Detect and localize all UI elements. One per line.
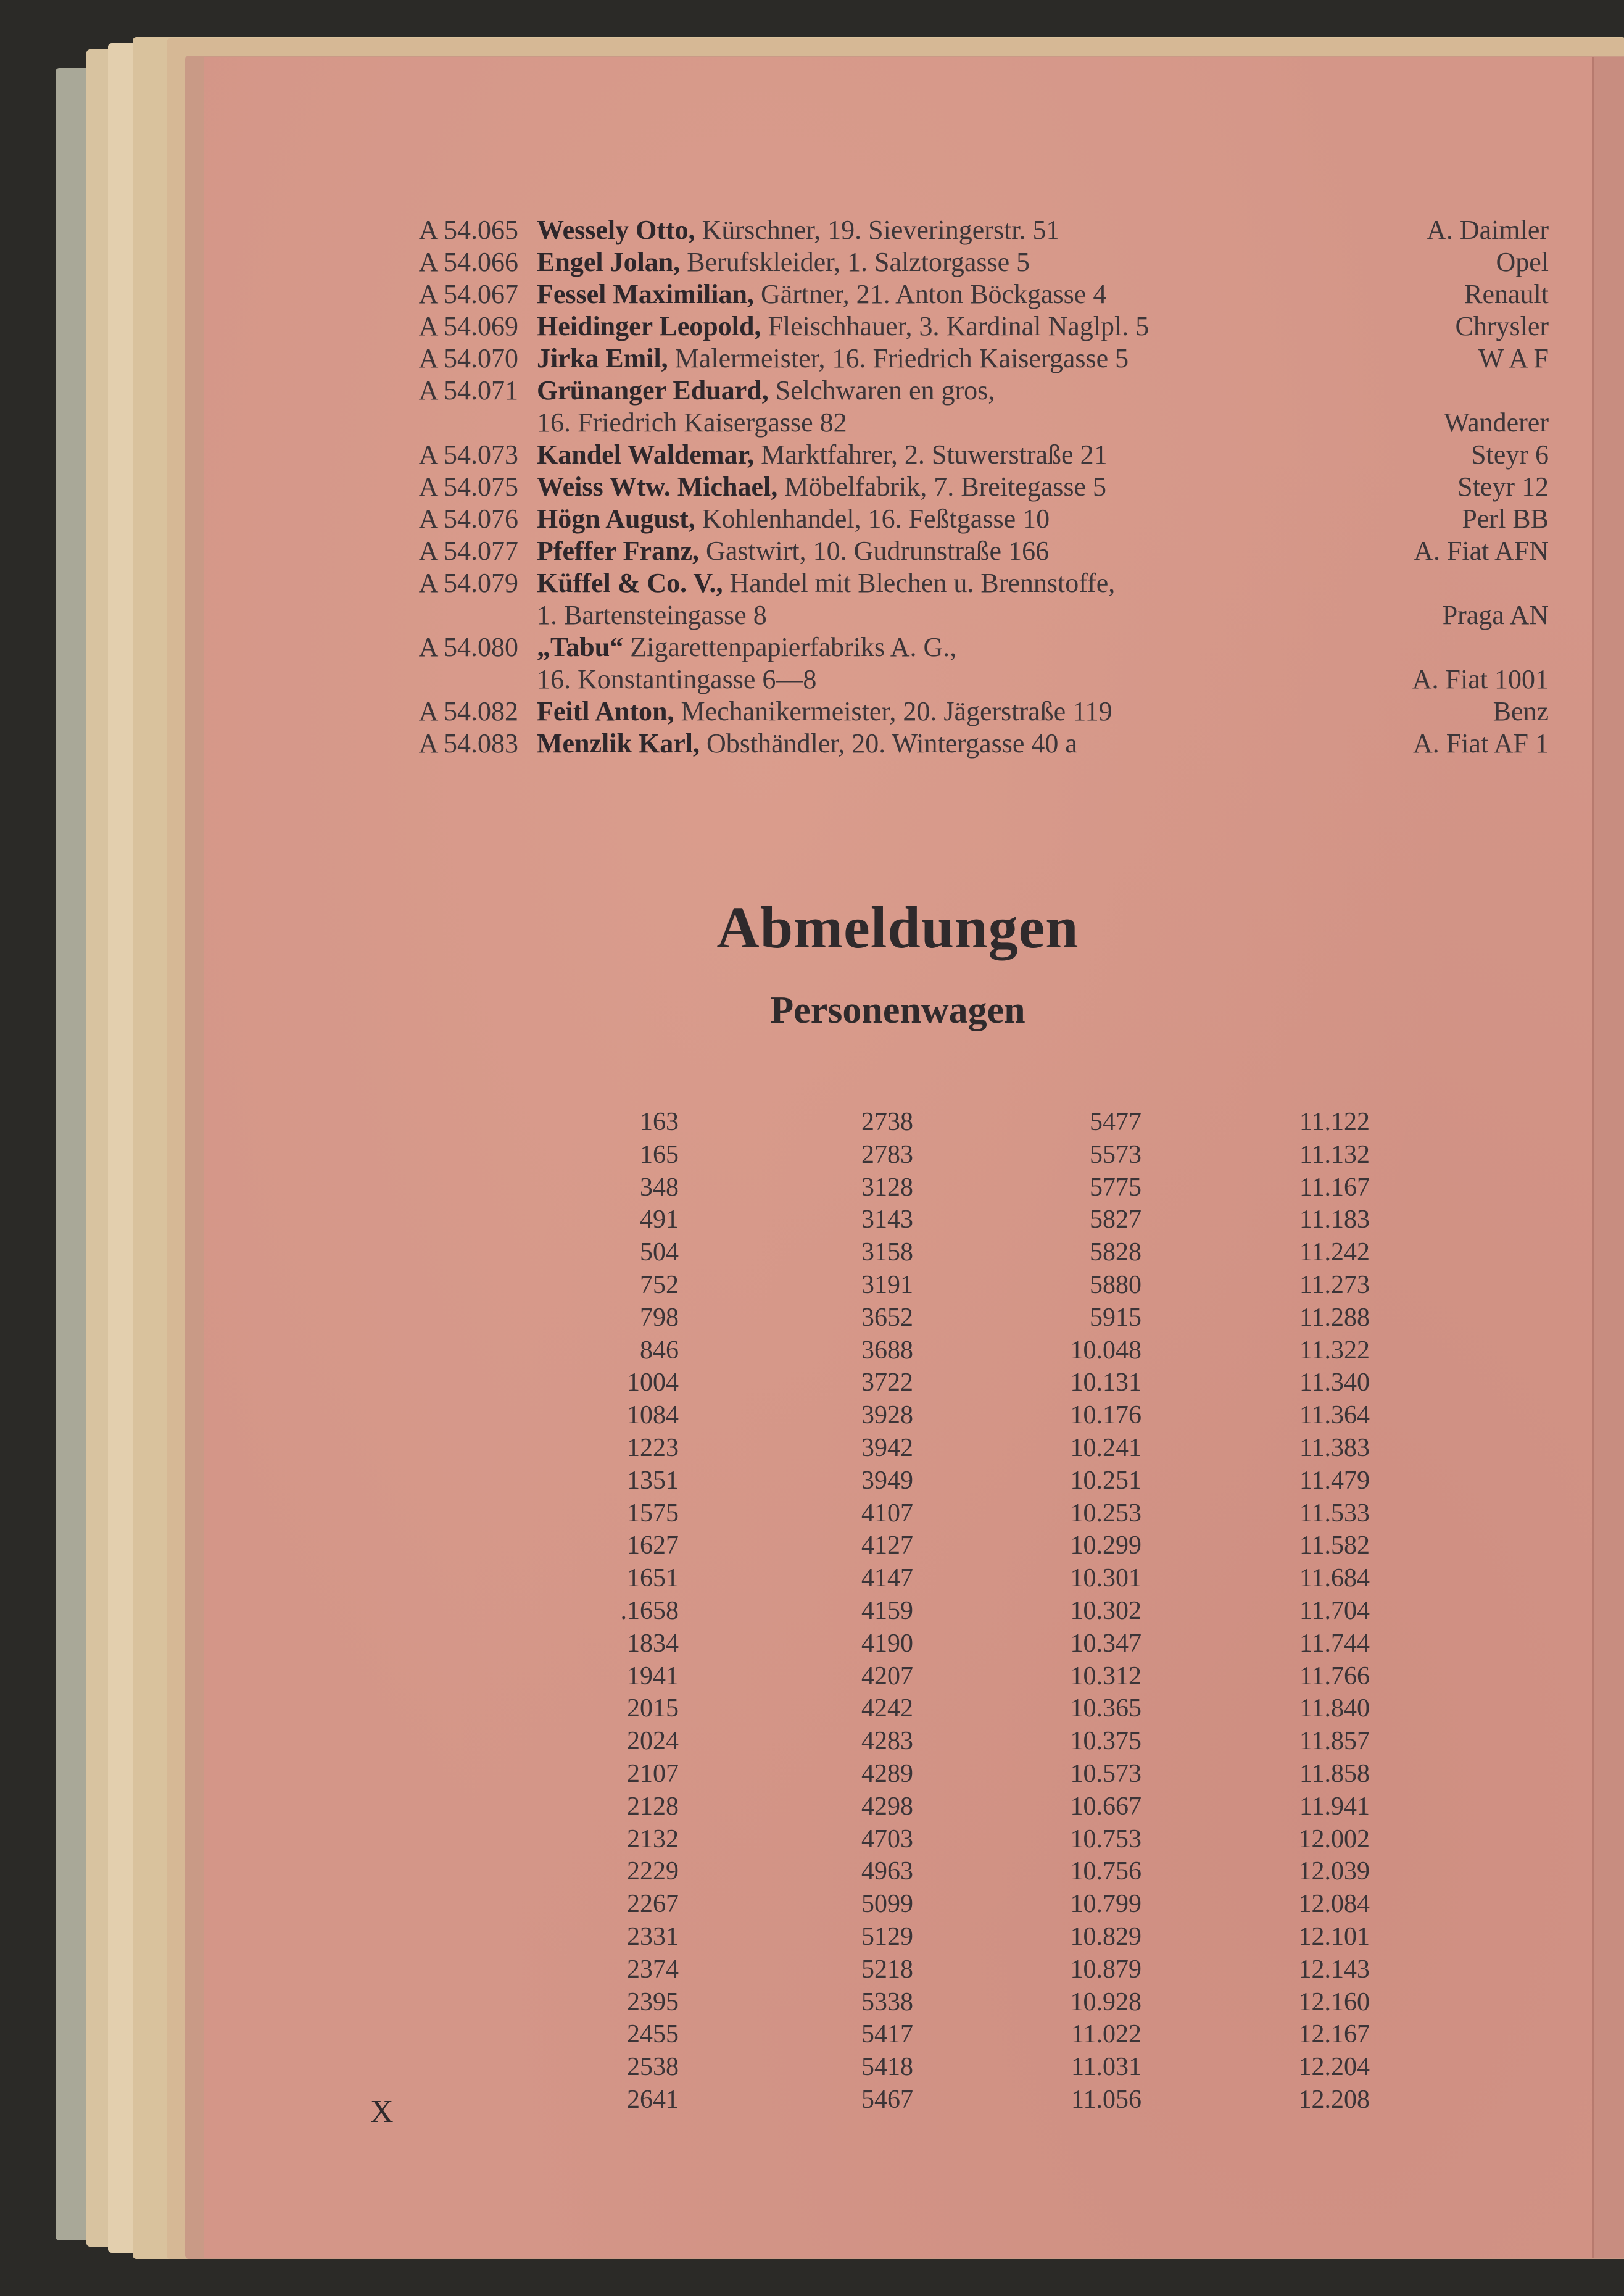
- registration-id: A 54.066: [418, 247, 518, 277]
- owner-name: Kandel Waldemar,: [537, 439, 755, 470]
- deregistration-number: 1834: [627, 1629, 679, 1658]
- registration-row: [389, 407, 1549, 439]
- deregistration-number: 10.299: [1070, 1531, 1141, 1560]
- deregistration-number: 11.840: [1299, 1694, 1370, 1723]
- registration-entry: [537, 696, 1112, 728]
- deregistration-number: 348: [640, 1173, 679, 1202]
- deregistration-number: 10.131: [1070, 1368, 1141, 1397]
- registration-id: A 54.076: [418, 504, 518, 534]
- deregistration-number: 4190: [861, 1629, 913, 1658]
- registration-entry: [537, 407, 847, 439]
- deregistration-number: 10.365: [1070, 1694, 1141, 1723]
- vehicle-brand: Steyr 12: [1457, 472, 1549, 502]
- owner-name: Fessel Maximilian,: [537, 279, 754, 309]
- deregistration-number: 5775: [1090, 1173, 1141, 1202]
- owner-details: 16. Konstantingasse 6—8: [537, 664, 817, 694]
- owner-name: Wessely Otto,: [537, 215, 695, 245]
- deregistration-number: 4298: [861, 1792, 913, 1821]
- registration-id: A 54.069: [418, 311, 518, 341]
- deregistration-number: 5915: [1090, 1303, 1141, 1332]
- deregistration-number: 10.301: [1070, 1564, 1141, 1593]
- deregistration-number: 12.002: [1298, 1824, 1370, 1853]
- registration-id: A 54.082: [418, 696, 518, 726]
- deregistration-number: 3191: [861, 1270, 913, 1299]
- owner-details: Möbelfabrik, 7. Breitegasse 5: [777, 472, 1107, 502]
- deregistration-number: 2267: [627, 1890, 679, 1919]
- deregistration-number: 10.347: [1070, 1629, 1141, 1658]
- deregistration-number: 491: [640, 1205, 679, 1234]
- registration-row: [389, 631, 1549, 663]
- deregistration-number: 4703: [861, 1824, 913, 1853]
- deregistration-number: 10.799: [1070, 1890, 1141, 1919]
- vehicle-brand: Chrysler: [1455, 311, 1549, 341]
- deregistration-number: 5467: [861, 2085, 913, 2114]
- registration-row: [389, 439, 1549, 471]
- deregistration-number: 4107: [861, 1499, 913, 1528]
- deregistration-number: 798: [640, 1303, 679, 1332]
- deregistration-number: 3949: [861, 1466, 913, 1495]
- section-subheading: Personenwagen: [770, 989, 1025, 1031]
- vehicle-brand: Praga AN: [1442, 600, 1549, 630]
- registration-entry: [537, 246, 1030, 278]
- owner-details: 1. Bartensteingasse 8: [537, 600, 767, 630]
- deregistration-number: 11.242: [1299, 1238, 1370, 1267]
- deregistration-number: 3158: [861, 1238, 913, 1267]
- registration-row: [389, 728, 1549, 760]
- deregistration-number: 1575: [627, 1499, 679, 1528]
- deregistration-number: 12.143: [1298, 1955, 1370, 1984]
- deregistration-number: 2015: [627, 1694, 679, 1723]
- deregistration-number: 11.533: [1299, 1499, 1370, 1528]
- registration-row: [389, 278, 1549, 310]
- section-heading: Abmeldungen: [716, 894, 1079, 960]
- deregistration-number: 1004: [627, 1368, 679, 1397]
- owner-details: Kohlenhandel, 16. Feßtgasse 10: [695, 504, 1050, 534]
- owner-name: Heidinger Leopold,: [537, 311, 761, 341]
- owner-details: Malermeister, 16. Friedrich Kaisergasse 5: [668, 343, 1129, 373]
- deregistration-number: 3942: [861, 1433, 913, 1462]
- owner-details: Selchwaren en gros,: [768, 375, 995, 406]
- deregistration-number: 752: [640, 1270, 679, 1299]
- registration-row: [389, 471, 1549, 503]
- deregistration-number: 10.312: [1070, 1662, 1141, 1691]
- owner-name: Weiss Wtw. Michael,: [537, 472, 778, 502]
- registration-id: A 54.073: [418, 439, 518, 470]
- deregistration-number: 5573: [1090, 1140, 1141, 1169]
- deregistration-number: 10.302: [1070, 1596, 1141, 1625]
- registration-entry: [537, 214, 1060, 246]
- deregistration-number: 5218: [861, 1955, 913, 1984]
- number-column-2: [765, 1106, 913, 2116]
- deregistration-number: 10.756: [1070, 1857, 1141, 1886]
- deregistration-number: 5827: [1090, 1205, 1141, 1234]
- deregistration-number: 11.766: [1299, 1662, 1370, 1691]
- owner-details: Marktfahrer, 2. Stuwerstraße 21: [754, 439, 1108, 470]
- deregistration-number: 11.322: [1299, 1336, 1370, 1365]
- deregistration-number: 3143: [861, 1205, 913, 1234]
- deregistration-number: 12.160: [1298, 1987, 1370, 2016]
- deregistration-number: 2738: [861, 1108, 913, 1136]
- deregistration-number: 2229: [627, 1857, 679, 1886]
- deregistration-number: 12.208: [1298, 2085, 1370, 2114]
- registration-entry: [537, 631, 956, 663]
- owner-name: Küffel & Co. V.,: [537, 568, 723, 598]
- deregistration-number: 4147: [861, 1564, 913, 1593]
- registration-entry: [537, 439, 1108, 471]
- deregistration-number: 12.204: [1298, 2053, 1370, 2082]
- registration-entry: [537, 728, 1077, 760]
- deregistration-number: 5099: [861, 1890, 913, 1919]
- deregistration-number: 5129: [861, 1922, 913, 1951]
- registration-id: A 54.075: [418, 472, 518, 502]
- deregistration-number: 12.039: [1298, 1857, 1370, 1886]
- deregistration-number: 11.273: [1299, 1270, 1370, 1299]
- deregistration-number: 2395: [627, 1987, 679, 2016]
- deregistration-number: 11.340: [1299, 1368, 1370, 1397]
- deregistration-number: 4963: [861, 1857, 913, 1886]
- vehicle-brand: A. Fiat 1001: [1412, 664, 1549, 694]
- registration-id: A 54.065: [418, 215, 518, 245]
- registration-row: [389, 214, 1549, 246]
- deregistration-number: 504: [640, 1238, 679, 1267]
- registration-row: [389, 663, 1549, 696]
- deregistration-number: 1223: [627, 1433, 679, 1462]
- vehicle-brand: A. Daimler: [1427, 215, 1549, 245]
- deregistration-number: 11.684: [1299, 1564, 1370, 1593]
- owner-name: „Tabu“: [537, 632, 624, 662]
- deregistration-number: 1084: [627, 1401, 679, 1430]
- deregistration-number: 5338: [861, 1987, 913, 2016]
- registration-row: [389, 246, 1549, 278]
- registration-entry: [537, 471, 1106, 503]
- deregistration-number: 1651: [627, 1564, 679, 1593]
- registration-entry: [537, 375, 995, 407]
- owner-details: Zigarettenpapierfabriks A. G.,: [623, 632, 957, 662]
- deregistration-number: 12.167: [1298, 2020, 1370, 2049]
- deregistration-number: 10.251: [1070, 1466, 1141, 1495]
- registration-row: [389, 503, 1549, 535]
- owner-name: Menzlik Karl,: [537, 728, 700, 759]
- number-column-3: [969, 1106, 1141, 2116]
- deregistration-number: 2538: [627, 2053, 679, 2082]
- owner-name: Jirka Emil,: [537, 343, 668, 373]
- owner-details: Obsthändler, 20. Wintergasse 40 a: [699, 728, 1077, 759]
- owner-details: Fleischhauer, 3. Kardinal Naglpl. 5: [761, 311, 1150, 341]
- deregistration-number: 3128: [861, 1173, 913, 1202]
- deregistration-number: 2783: [861, 1140, 913, 1169]
- deregistration-number: 10.048: [1070, 1336, 1141, 1365]
- deregistration-number: 5477: [1090, 1108, 1141, 1136]
- deregistration-number: 11.031: [1071, 2053, 1141, 2082]
- deregistration-number: 12.101: [1298, 1922, 1370, 1951]
- registration-id: A 54.067: [418, 279, 518, 309]
- owner-details: Gastwirt, 10. Gudrunstraße 166: [699, 536, 1050, 566]
- registration-entry: [537, 310, 1149, 343]
- registration-row: [389, 343, 1549, 375]
- owner-name: Grünanger Eduard,: [537, 375, 769, 406]
- registration-list: [389, 214, 1549, 760]
- deregistration-number: 11.858: [1299, 1759, 1370, 1788]
- deregistration-number: 10.241: [1070, 1433, 1141, 1462]
- deregistration-number: 3688: [861, 1336, 913, 1365]
- registration-entry: [537, 663, 816, 696]
- registration-entry: [537, 535, 1049, 567]
- deregistration-number: 11.288: [1299, 1303, 1370, 1332]
- deregistration-number: 165: [640, 1140, 679, 1169]
- deregistration-number: 11.183: [1299, 1205, 1370, 1234]
- page-marker: X: [370, 2094, 394, 2129]
- deregistration-number: 1627: [627, 1531, 679, 1560]
- deregistration-number: 10.928: [1070, 1987, 1141, 2016]
- vehicle-brand: A. Fiat AFN: [1414, 536, 1549, 566]
- number-column-4: [1191, 1106, 1370, 2116]
- registration-row: [389, 599, 1549, 631]
- deregistration-number: 11.582: [1299, 1531, 1370, 1560]
- registration-row: [389, 696, 1549, 728]
- registration-row: [389, 535, 1549, 567]
- vehicle-brand: Wanderer: [1444, 407, 1549, 438]
- deregistration-number: 2374: [627, 1955, 679, 1984]
- deregistration-number: 10.176: [1070, 1401, 1141, 1430]
- registration-id: A 54.079: [418, 568, 518, 598]
- deregistration-number: 10.573: [1070, 1759, 1141, 1788]
- deregistration-number: 2024: [627, 1727, 679, 1756]
- number-column-1: [531, 1106, 679, 2116]
- deregistration-number: 11.132: [1299, 1140, 1370, 1169]
- deregistration-number: 4289: [861, 1759, 913, 1788]
- registration-entry: [537, 503, 1050, 535]
- deregistration-number: 2132: [627, 1824, 679, 1853]
- deregistration-number: 4159: [861, 1596, 913, 1625]
- deregistration-number: 846: [640, 1336, 679, 1365]
- deregistration-number: .1658: [620, 1596, 679, 1625]
- deregistration-number: 11.167: [1299, 1173, 1370, 1202]
- vehicle-brand: Perl BB: [1462, 504, 1549, 534]
- deregistration-number: 5828: [1090, 1238, 1141, 1267]
- deregistration-number: 2455: [627, 2020, 679, 2049]
- registration-entry: [537, 278, 1106, 310]
- registration-entry: [537, 343, 1129, 375]
- deregistration-number: 5418: [861, 2053, 913, 2082]
- deregistration-number: 5880: [1090, 1270, 1141, 1299]
- deregistration-number: 163: [640, 1108, 679, 1136]
- registration-id: A 54.080: [418, 632, 518, 662]
- deregistration-number: 1351: [627, 1466, 679, 1495]
- deregistration-number: 10.879: [1070, 1955, 1141, 1984]
- vehicle-brand: Benz: [1493, 696, 1549, 726]
- owner-details: Handel mit Blechen u. Brennstoffe,: [723, 568, 1116, 598]
- deregistration-number: 11.744: [1299, 1629, 1370, 1658]
- owner-name: Högn August,: [537, 504, 695, 534]
- registration-row: [389, 567, 1549, 599]
- registration-id: A 54.077: [418, 536, 518, 566]
- owner-details: Mechanikermeister, 20. Jägerstraße 119: [674, 696, 1112, 726]
- deregistration-number: 4127: [861, 1531, 913, 1560]
- owner-details: Kürschner, 19. Sieveringerstr. 51: [695, 215, 1060, 245]
- owner-name: Pfeffer Franz,: [537, 536, 700, 566]
- deregistration-number: 3722: [861, 1368, 913, 1397]
- deregistration-number: 11.941: [1299, 1792, 1370, 1821]
- registration-id: A 54.070: [418, 343, 518, 373]
- deregistration-number: 10.253: [1070, 1499, 1141, 1528]
- owner-details: Berufskleider, 1. Salztorgasse 5: [680, 247, 1030, 277]
- deregistration-number: 5417: [861, 2020, 913, 2049]
- deregistration-number: 1941: [627, 1662, 679, 1691]
- deregistration-number: 4242: [861, 1694, 913, 1723]
- registration-entry: [537, 599, 767, 631]
- deregistration-number: 11.479: [1299, 1466, 1370, 1495]
- registration-id: A 54.083: [418, 728, 518, 759]
- owner-name: Feitl Anton,: [537, 696, 674, 726]
- deregistration-number: 2107: [627, 1759, 679, 1788]
- deregistration-number: 10.753: [1070, 1824, 1141, 1853]
- registration-id: A 54.071: [418, 375, 518, 406]
- owner-details: Gärtner, 21. Anton Böckgasse 4: [753, 279, 1107, 309]
- deregistration-number: 11.056: [1071, 2085, 1141, 2114]
- registration-row: [389, 310, 1549, 343]
- registration-row: [389, 375, 1549, 407]
- deregistration-number: 10.375: [1070, 1727, 1141, 1756]
- vehicle-brand: W A F: [1478, 343, 1549, 373]
- deregistration-number: 2641: [627, 2085, 679, 2114]
- owner-name: Engel Jolan,: [537, 247, 681, 277]
- registration-entry: [537, 567, 1115, 599]
- deregistration-number: 10.829: [1070, 1922, 1141, 1951]
- deregistration-number: 11.022: [1071, 2020, 1141, 2049]
- deregistration-number: 11.383: [1299, 1433, 1370, 1462]
- deregistration-number: 2128: [627, 1792, 679, 1821]
- vehicle-brand: Renault: [1464, 279, 1549, 309]
- deregistration-number: 4207: [861, 1662, 913, 1691]
- deregistration-number: 11.364: [1299, 1401, 1370, 1430]
- deregistration-number: 3928: [861, 1401, 913, 1430]
- deregistration-number: 11.122: [1299, 1108, 1370, 1136]
- deregistration-number: 10.667: [1070, 1792, 1141, 1821]
- next-page-edge: [1592, 57, 1624, 2258]
- deregistration-number: 11.704: [1299, 1596, 1370, 1625]
- document-page: [204, 57, 1592, 2258]
- vehicle-brand: Steyr 6: [1471, 439, 1549, 470]
- vehicle-brand: Opel: [1496, 247, 1549, 277]
- deregistration-number: 12.084: [1298, 1890, 1370, 1919]
- owner-details: 16. Friedrich Kaisergasse 82: [537, 407, 847, 438]
- deregistration-number: 11.857: [1299, 1727, 1370, 1756]
- vehicle-brand: A. Fiat AF 1: [1412, 728, 1549, 759]
- deregistration-number: 4283: [861, 1727, 913, 1756]
- deregistration-number: 2331: [627, 1922, 679, 1951]
- deregistration-number: 3652: [861, 1303, 913, 1332]
